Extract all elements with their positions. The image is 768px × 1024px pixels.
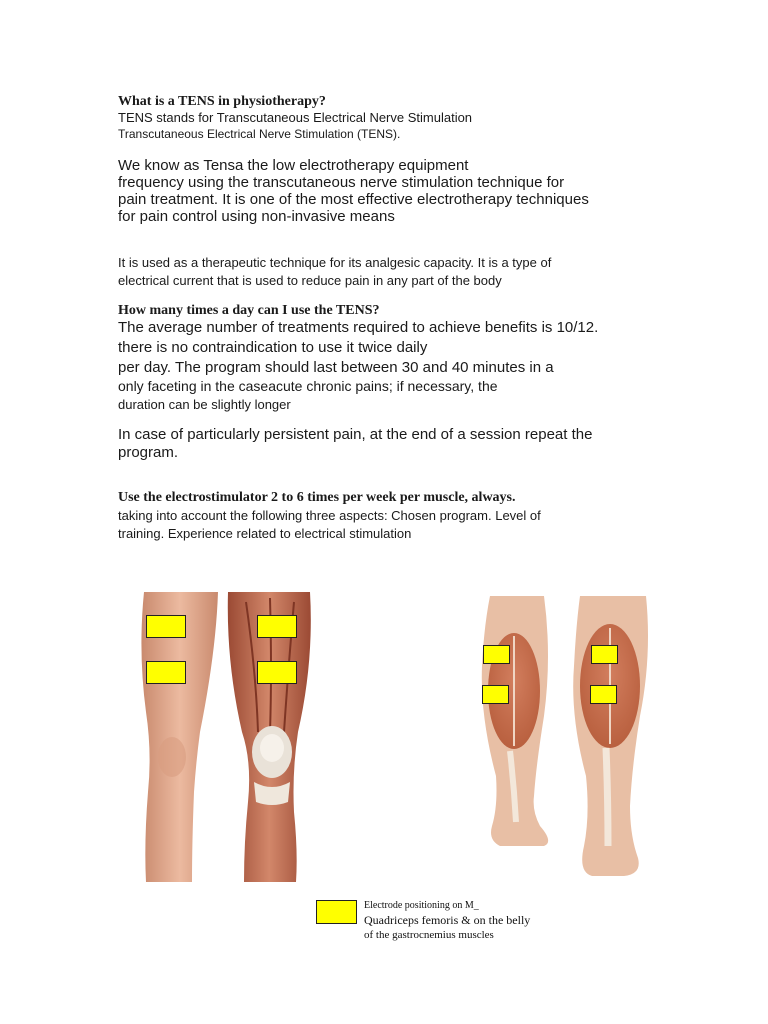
- paragraph-line: pain treatment. It is one of the most effective electrotherapy techniques: [118, 191, 589, 208]
- paragraph-line: there is no contraindication to use it twice daily: [118, 339, 428, 356]
- paragraph-line: only faceting in the caseacute chronic pains; if necessary, the: [118, 378, 498, 394]
- paragraph-line: The average number of treatments required to achieve benefits is 10/12.: [118, 319, 599, 336]
- legend-electrode-swatch: [316, 900, 357, 924]
- paragraph-line: frequency using the transcutaneous nerve stimulation technique for: [118, 174, 565, 191]
- paragraph-line: program.: [118, 444, 179, 461]
- tens-definition-line: TENS stands for Transcutaneous Electrical Nerve Stimulation: [118, 110, 473, 125]
- electrode-marker: [257, 661, 297, 684]
- tens-definition-line: Transcutaneous Electrical Nerve Stimulation (TENS).: [118, 127, 401, 141]
- electrode-marker: [257, 615, 297, 638]
- heading-use-electrostimulator: Use the electrostimulator 2 to 6 times per week per muscle, always.: [118, 490, 516, 505]
- electrode-marker: [482, 685, 509, 704]
- electrode-marker: [146, 615, 186, 638]
- paragraph-line: training. Experience related to electrical stimulation: [118, 526, 412, 541]
- gastrocnemius-legs-illustration: [474, 596, 654, 878]
- paragraph-line: In case of particularly persistent pain, at the end of a session repeat the: [118, 426, 593, 443]
- electrode-marker: [146, 661, 186, 684]
- legend-line: Electrode positioning on M_: [364, 900, 479, 911]
- legend-line: Quadriceps femoris & on the belly: [364, 913, 531, 927]
- paragraph-line: for pain control using non-invasive means: [118, 208, 395, 225]
- paragraph-line: per day. The program should last between 30 and 40 minutes in a: [118, 359, 554, 376]
- legend-line: of the gastrocnemius muscles: [364, 929, 494, 941]
- paragraph-line: We know as Tensa the low electrotherapy equipment: [118, 157, 469, 174]
- electrode-marker: [483, 645, 510, 664]
- paragraph-line: taking into account the following three aspects: Chosen program. Level of: [118, 508, 541, 523]
- paragraph-line: electrical current that is used to reduce pain in any part of the body: [118, 273, 502, 288]
- electrode-marker: [591, 645, 618, 664]
- paragraph-line: duration can be slightly longer: [118, 397, 291, 412]
- paragraph-line: It is used as a therapeutic technique for its analgesic capacity. It is a type of: [118, 255, 552, 270]
- heading-how-many-times: How many times a day can I use the TENS?: [118, 303, 380, 318]
- electrode-marker: [590, 685, 617, 704]
- heading-what-is-tens: What is a TENS in physiotherapy?: [118, 94, 326, 109]
